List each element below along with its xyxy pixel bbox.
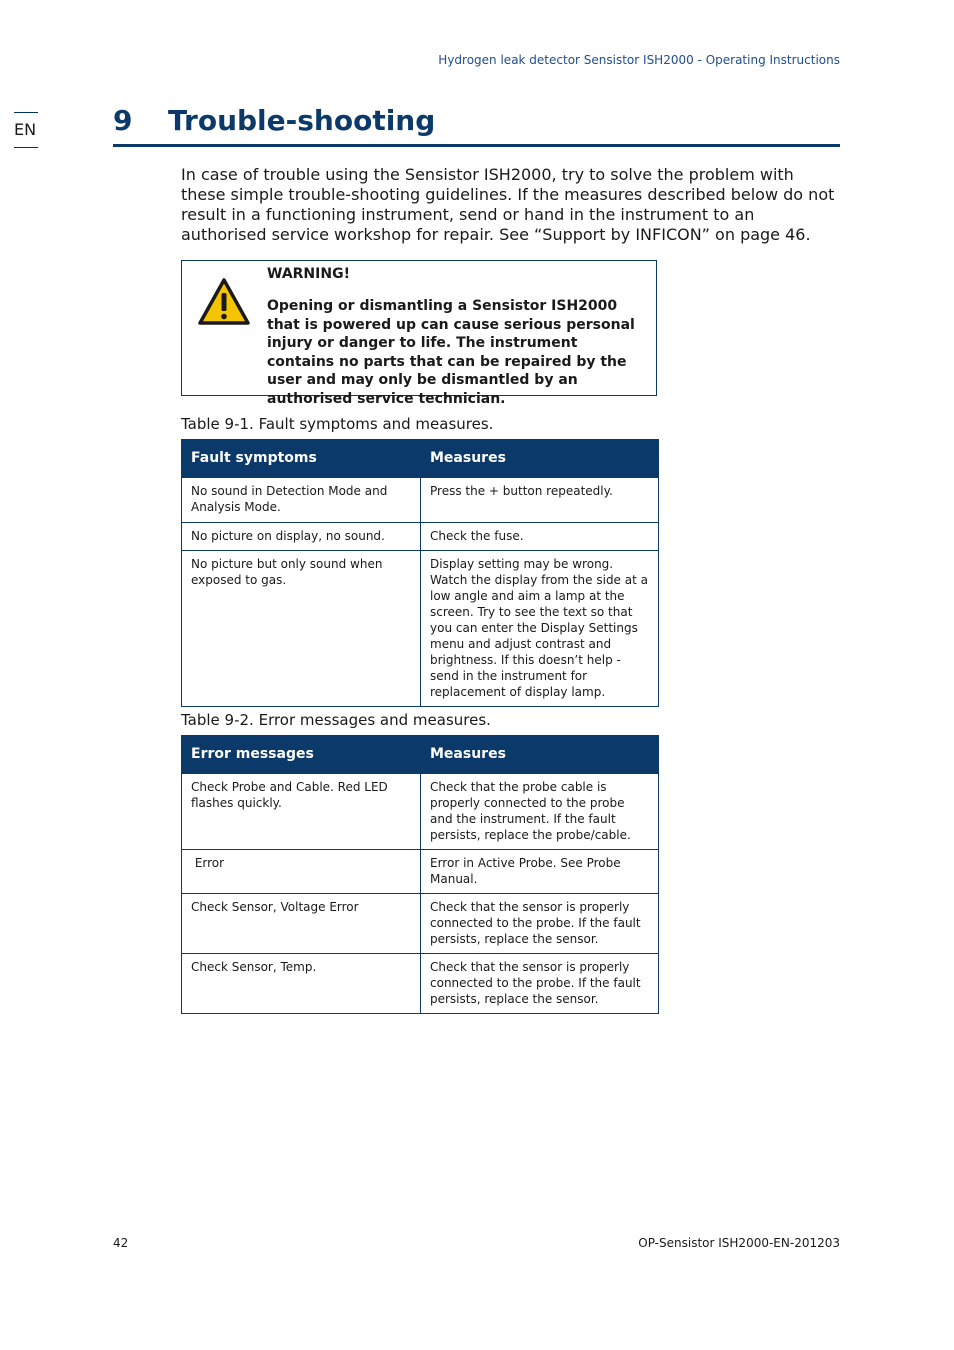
table-row xyxy=(182,551,659,707)
table-cell: Check the fuse. xyxy=(421,523,659,551)
chapter-title: Trouble-shooting xyxy=(168,104,436,137)
chapter-number: 9 xyxy=(113,104,133,137)
table-row xyxy=(182,774,659,850)
table-row xyxy=(182,850,659,894)
table-cell: Check Sensor, Temp. xyxy=(182,954,421,1014)
table-header-error-messages: Error messages xyxy=(182,735,421,774)
table-cell: No sound in Detection Mode and Analysis Mode. xyxy=(182,478,421,523)
table-cell: Check Probe and Cable. Red LED flashes quickly. xyxy=(182,774,421,850)
warning-body: Opening or dismantling a Sensistor ISH2000 that is powered up can cause serious personal injury or danger to life. The instrument contains no parts that can be repaired by the user and may only be dismantled by an authorised service technician. xyxy=(267,298,635,407)
table-cell: Check that the probe cable is properly connected to the probe and the instrument. If the fault persists, replace the probe/cable. xyxy=(421,774,659,850)
table-cell: No picture but only sound when exposed to gas. xyxy=(182,551,421,707)
table-row xyxy=(182,478,659,523)
error-messages-table xyxy=(181,735,659,1014)
table-header-fault-symptoms: Fault symptoms xyxy=(182,439,421,478)
table-cell: Display setting may be wrong. Watch the display from the side at a low angle and aim a lamp at the screen. Try to see the text so that you can enter the Display Settings menu and adjust contrast and brightness. If this doesn’t help - send in the instrument for replacement of display lamp. xyxy=(421,551,659,707)
table1-caption: Table 9-1. Fault symptoms and measures. xyxy=(181,415,494,433)
fault-symptoms-table xyxy=(181,439,659,707)
table-header-measures: Measures xyxy=(421,735,659,774)
table-row xyxy=(182,523,659,551)
table-cell: Error xyxy=(182,850,421,894)
table-row xyxy=(182,894,659,954)
intro-paragraph: In case of trouble using the Sensistor ISH2000, try to solve the problem with these simple trouble-shooting guidelines. If the measures described below do not result in a functioning instrument, send or hand in the instrument to an authorised service workshop for repair. See “Support by INFICON” on page 46. xyxy=(181,165,835,244)
table-cell: No picture on display, no sound. xyxy=(182,523,421,551)
language-tab: EN xyxy=(14,112,38,148)
warning-box xyxy=(181,260,657,407)
page-number: 42 xyxy=(113,1236,129,1250)
table-cell: Check that the sensor is properly connected to the probe. If the fault persists, replace the sensor. xyxy=(421,954,659,1014)
chapter-heading xyxy=(113,100,840,147)
warning-title: WARNING! xyxy=(267,266,350,282)
document-id: OP-Sensistor ISH2000-EN-201203 xyxy=(638,1236,840,1250)
table-row xyxy=(182,954,659,1014)
table-cell: Press the + button repeatedly. xyxy=(421,478,659,523)
table-cell: Check that the sensor is properly connected to the probe. If the fault persists, replace the sensor. xyxy=(421,894,659,954)
table-cell: Error in Active Probe. See Probe Manual. xyxy=(421,850,659,894)
running-header: Hydrogen leak detector Sensistor ISH2000 - Operating Instructions xyxy=(438,53,840,67)
table2-caption: Table 9-2. Error messages and measures. xyxy=(181,711,491,729)
table-cell: Check Sensor, Voltage Error xyxy=(182,894,421,954)
table-header-measures: Measures xyxy=(421,439,659,478)
warning-triangle-icon xyxy=(197,277,251,327)
